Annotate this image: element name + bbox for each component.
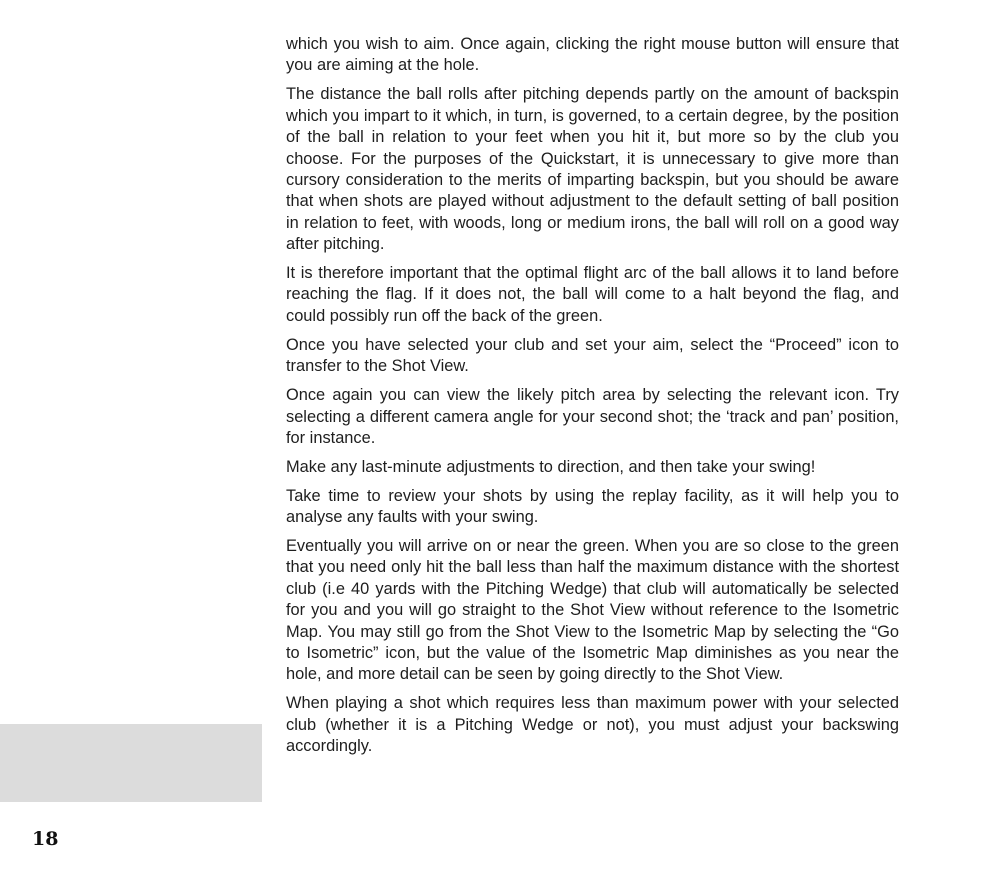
paragraph-backspin: The distance the ball rolls after pitching depends partly on the amount of backspin which you impart to it which, in turn, is governed, to a certain degree, by the position of the ball in relation to your feet when you hit it, but more so by the club you choose. For the purposes of the Quickstart, it is unnecessary to give more than cursory consideration to the merits of imparting backspin, but you should be aware that when shots are played without adjustment to the default setting of ball position in relation to feet, with woods, long or medium irons, the ball will roll on a good way after pitching.	[286, 85, 899, 254]
paragraph-aim: which you wish to aim. Once again, clicking the right mouse button will ensure that you are aiming at the hole.	[286, 35, 899, 75]
paragraph-replay: Take time to review your shots by using the replay facility, as it will help you to analyse any faults with your swing.	[286, 486, 899, 527]
page-number: 18	[32, 828, 59, 850]
paragraph-take-swing: Make any last-minute adjustments to direction, and then take your swing!	[286, 457, 816, 476]
body-text	[286, 34, 899, 765]
paragraph-proceed: Once you have selected your club and set your aim, select the “Proceed” icon to transfer to the Shot View.	[286, 335, 899, 376]
margin-grey-tab	[0, 724, 262, 802]
paragraph-green: Eventually you will arrive on or near the green. When you are so close to the green that you need only hit the ball less than half the maximum distance with the shortest club (i.e 40 yards with the Pitching Wedge) that club will automatically be selected for you and you will go straight to the Shot View without reference to the Isometric Map. You may still go from the Shot View to the Isometric Map by selecting the “Go to Isometric” icon, but the value of the Isometric Map diminishes as you near the hole, and more detail can be seen by going directly to the Shot View.	[286, 537, 899, 684]
paragraph-backswing: When playing a shot which requires less than maximum power with your selected club (whether it is a Pitching Wedge or not), you must adjust your backswing accordingly.	[286, 694, 899, 756]
paragraph-flight-arc: It is therefore important that the optimal flight arc of the ball allows it to land before reaching the flag. If it does not, the ball will come to a halt beyond the flag, and could possibly run off the back of the green.	[286, 264, 899, 325]
paragraph-camera-angle: Once again you can view the likely pitch area by selecting the relevant icon. Try selecting a different camera angle for your second shot; the ‘track and pan’ position, for instance.	[286, 386, 899, 447]
